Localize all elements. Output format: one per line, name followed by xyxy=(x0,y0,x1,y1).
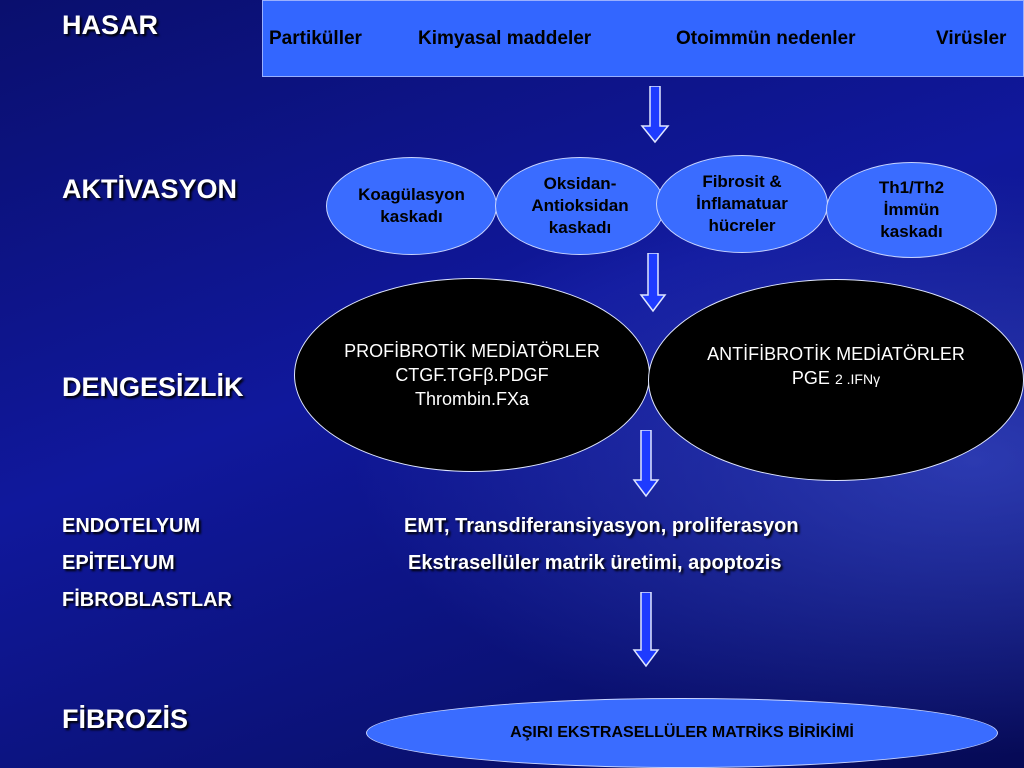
arrow-down-icon xyxy=(640,86,670,144)
activation-th: Th1/Th2 İmmün kaskadı xyxy=(826,162,997,258)
cause-virusler: Virüsler xyxy=(936,28,1007,49)
arrow-down-icon xyxy=(639,253,667,313)
stage-fibroblastlar: FİBROBLASTLAR xyxy=(62,589,232,611)
activation-oksidan: Oksidan- Antioksidan kaskadı xyxy=(495,157,665,255)
stage-fibrozis: FİBROZİS xyxy=(62,704,188,734)
stage-dengesizlik: DENGESİZLİK xyxy=(62,372,244,402)
stage-hasar: HASAR xyxy=(62,10,159,40)
cause-kimyasal: Kimyasal maddeler xyxy=(418,28,592,49)
cell-effect-line-2: Ekstrasellüler matrik üretimi, apoptozis xyxy=(408,552,782,574)
profibrotic-mediators: PROFİBROTİK MEDİATÖRLER CTGF.TGFβ.PDGF Thrombin.FXa xyxy=(294,278,650,472)
cause-otoimmun: Otoimmün nedenler xyxy=(676,28,856,49)
stage-aktivasyon: AKTİVASYON xyxy=(62,174,238,204)
arrow-down-icon xyxy=(632,592,660,668)
arrow-down-icon xyxy=(632,430,660,498)
antifibrotic-mediators: ANTİFİBROTİK MEDİATÖRLER PGE 2 .IFNγ xyxy=(648,279,1024,481)
stage-epitelyum: EPİTELYUM xyxy=(62,552,175,574)
activation-koagulasyon: Koagülasyon kaskadı xyxy=(326,157,497,255)
cell-effect-line-1: EMT, Transdiferansiyasyon, proliferasyon xyxy=(404,515,799,537)
cause-partikuller: Partiküller xyxy=(269,28,362,49)
outcome-ecm-accumulation: AŞIRI EKSTRASELLÜLER MATRİKS BİRİKİMİ xyxy=(366,698,998,768)
stage-endotelyum: ENDOTELYUM xyxy=(62,515,201,537)
activation-fibrosit: Fibrosit & İnflamatuar hücreler xyxy=(656,155,828,253)
damage-causes-box xyxy=(262,0,1024,77)
